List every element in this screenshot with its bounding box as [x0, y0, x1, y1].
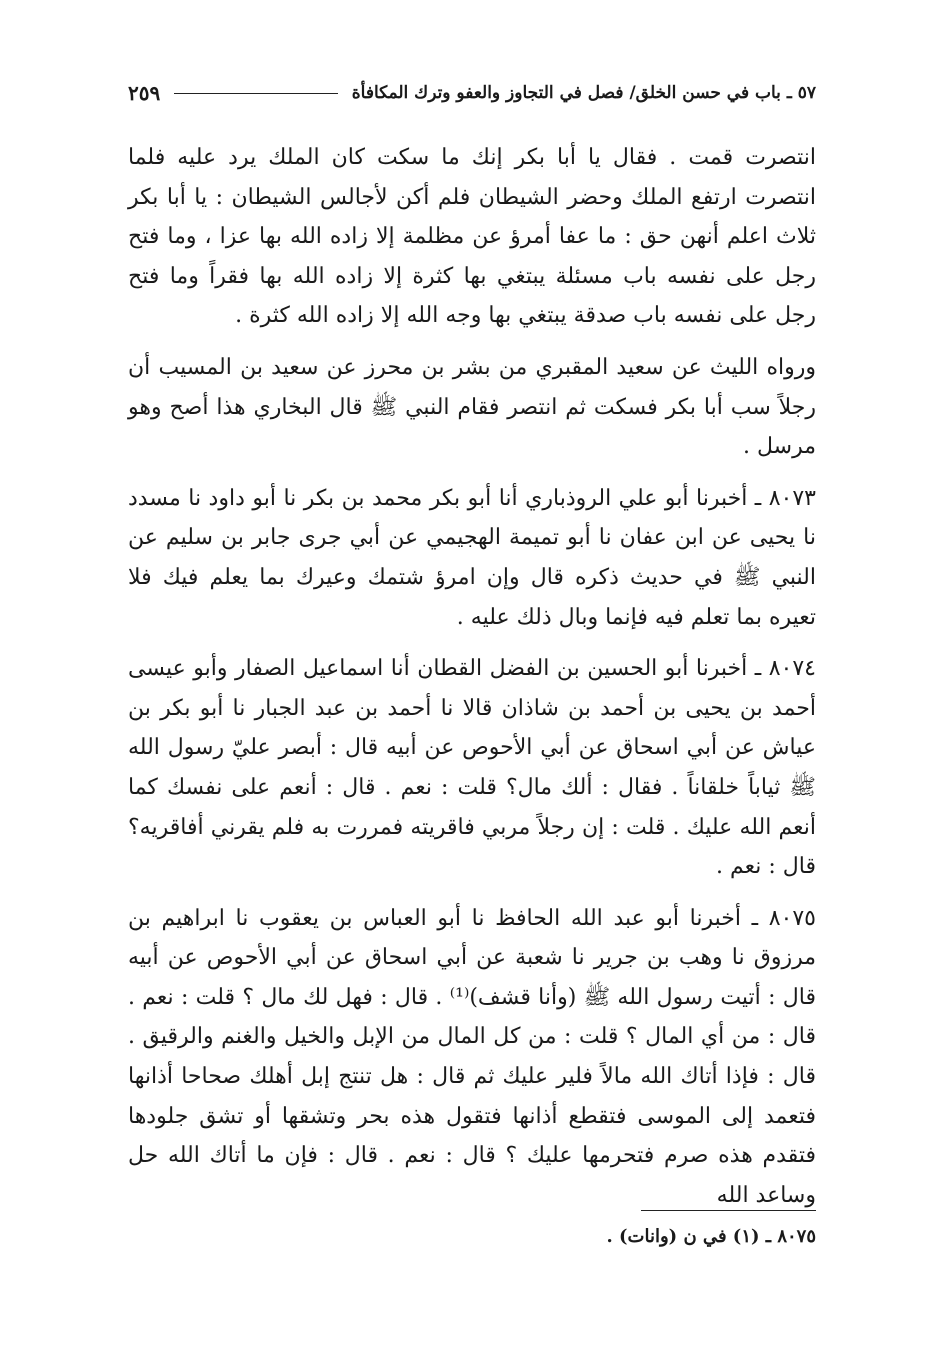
- page-number: ٢٥٩: [128, 81, 161, 105]
- hadith-8073: ٨٠٧٣ ـ أخبرنا أبو علي الروذباري أنا أبو بكر محمد بن بكر نا أبو داود نا مسدد نا يحيى عن ابن عفان نا أبو تميمة الهجيمي عن أبي جرى جابر بن سليم عن النبي ﷺ في حديث ذكره قال وإن امرؤ شتمك وعيرك بما يعلم فيك فلا تعيره بما تعلم فيه فإنما وبال ذلك عليه .: [128, 485, 816, 630]
- paragraph-gap: [128, 336, 816, 348]
- footnote: ٨٠٧٥ ـ (١) في ن (وانات) .: [606, 1226, 816, 1247]
- footnote-rule: [641, 1210, 816, 1211]
- page-body: [128, 138, 816, 1215]
- hadith-8075: ٨٠٧٥ ـ أخبرنا أبو عبد الله الحافظ نا أبو العباس بن يعقوب نا ابراهيم بن مرزوق نا وهب بن جرير نا شعبة عن أبي اسحاق عن أبي الأحوص عن أبيه قال : أتيت رسول الله ﷺ (وأنا قشف)⁽¹⁾ . قال : فهل لك مال ؟ قلت : نعم . قال : من أي المال ؟ قلت : من كل المال من الإبل والخيل والغنم والرقيق . قال : فإذا أتاك الله مالاً فلير عليك ثم قال : هل تنتج إبل أهلك صحاحا أذانها فتعمد إلى الموسى فتقطع أذانها فتقول هذه بحر وتشقها أو تشق جلودها فتقدم هذه صرم فتحرمها عليك ؟ قال : نعم . قال : فإن ما أتاك الله حل وساعد الله: [128, 905, 816, 1208]
- paragraph-gap: [128, 887, 816, 899]
- paragraph-laith-narration: ورواه الليث عن سعيد المقبري من بشر بن محرز عن سعيد بن المسيب أن رجلاً سب أبا بكر فسكت ثم انتصر فقام النبي ﷺ قال البخاري هذا أصح وهو مرسل .: [128, 354, 816, 460]
- chapter-title: ٥٧ ـ باب في حسن الخلق/ فصل في التجاوز والعفو وترك المكافأة: [351, 83, 816, 103]
- paragraph-gap: [128, 467, 816, 479]
- paragraph-continuation: انتصرت قمت . فقال يا أبا بكر إنك ما سكت كان الملك يرد عليه فلما انتصرت ارتفع الملك وحضر الشيطان فلم أكن لأجالس الشيطان : يا أبا بكر ثلاث اعلم أنهن حق : ما عفا أمرؤ عن مظلمة إلا زاده الله بها عزا ، وما فتح رجل على نفسه باب مسئلة يبتغي بها كثرة إلا زاده الله بها فقراً وما فتح رجل على نفسه باب صدقة يبتغي بها وجه الله إلا زاده الله كثرة .: [128, 145, 816, 329]
- header-rule: [174, 93, 338, 94]
- running-header: [128, 78, 816, 108]
- paragraph-gap: [128, 637, 816, 649]
- hadith-8074: ٨٠٧٤ ـ أخبرنا أبو الحسين بن الفضل القطان أنا اسماعيل الصفار وأبو عيسى أحمد بن يحيى بن أحمد بن شاذان قالا نا أحمد بن عبد الجبار نا أبو بكر بن عياش عن أبي اسحاق عن أبي الأحوص عن أبيه قال : أبصر عليّ رسول الله ﷺ ثياباً خلقاناً . فقال : ألك مال؟ قلت : نعم . قال : أنعم على نفسك كما أنعم الله عليك . قلت : إن رجلاً مربي فاقريته فمررت به فلم يقرني أفاقريه؟ قال : نعم .: [128, 656, 816, 880]
